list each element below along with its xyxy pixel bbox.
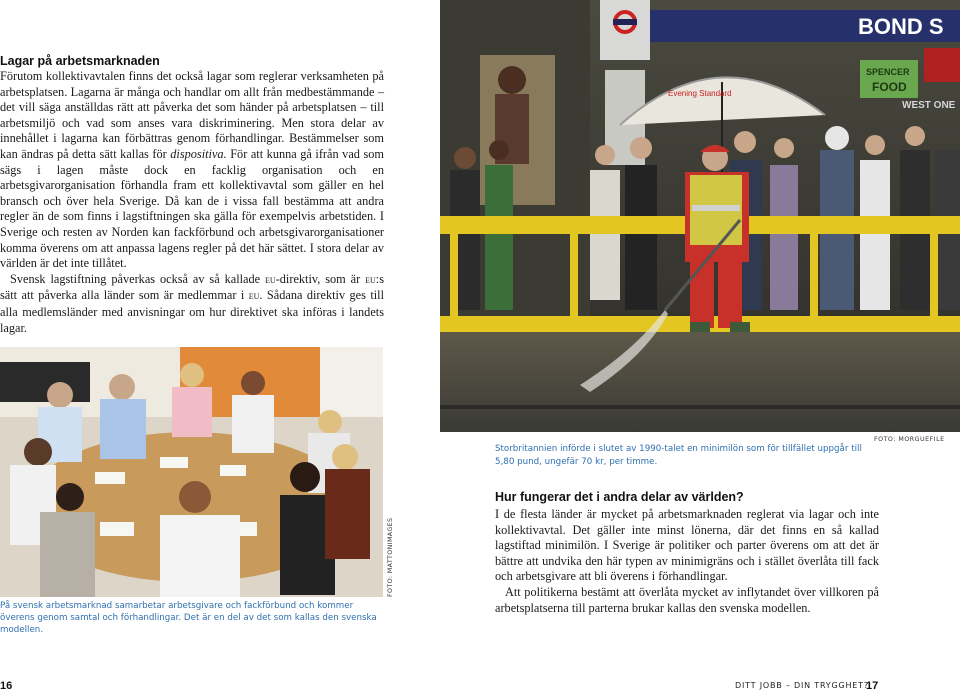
abbreviation: eu: [265, 273, 276, 286]
meeting-photo-illustration: [0, 347, 383, 597]
paragraph-text: Förutom kollektivavtalen finns det också lagar som reglerar verksamheten på arbetsplatsen. Lagarna är många och handlar om allt från medbestämmande – det vill säga anställdas rätt att påverka det som händer på arbetsplatsen – till arbetsmiljö och vad som anses vara diskriminering. Men stora delar av innehållet i lagarna kan förbättras genom förhandlingar. Bestämmelser som kan ändras på detta sätt kallas för: [0, 69, 384, 161]
article-paragraph-2: Att politikerna bestämt att överlåta mycket av inflytandet över villkoren på arbetsplatserna till parterna brukar kallas den svenska modellen.: [495, 584, 879, 615]
article-labor-laws: [0, 53, 384, 336]
article-paragraph-1: I de flesta länder är mycket på arbetsmarknaden reglerat via lagar och inte kollektivavtal. Det gäller inte minst lönerna, där det finns en så kallad lagstiftad minimilön. I Sverige är politiker och parter överens om att det är bättre att undvika den här typen av minimigräns och i stället överlåta till fack och arbetsgivare att bli överens i förhandlingar.: [495, 507, 879, 584]
street-sign-text: BOND S: [858, 14, 944, 39]
shop-sign-spencer: SPENCER: [866, 67, 910, 77]
article-heading: Lagar på arbetsmarknaden: [0, 54, 160, 68]
article-paragraph-1: [0, 69, 384, 272]
shop-sign-food: FOOD: [872, 80, 907, 94]
abbreviation: eu: [248, 290, 260, 303]
article-other-countries: [495, 489, 879, 616]
photo-meeting: [0, 347, 383, 597]
photo-street-cleaner: [440, 0, 960, 432]
photo-credit-meeting: FOTO: MATTONIMAGES: [387, 517, 394, 597]
paragraph-text: . Sådana direktiv ges till alla medlemsländer med anvisningar om hur direktivet ska införas i landets lagar.: [0, 288, 384, 335]
emphasized-term: dispositiva.: [170, 146, 227, 161]
shop-sign-westone: WEST ONE: [902, 100, 956, 111]
photo-caption-street: Storbritannien införde i slutet av 1990-talet en minimilön som för tillfället uppgår till 5,80 pund, ungefär 70 kr, per timme.: [495, 444, 862, 467]
street-photo-illustration: [440, 0, 960, 432]
article-heading: Hur fungerar det i andra delar av världen?: [495, 490, 744, 504]
paragraph-text: -direktiv, som är: [275, 271, 366, 286]
running-footer-title: DITT JOBB – DIN TRYGGHET?: [735, 681, 869, 690]
paragraph-text: :s sätt att påverka alla länder som är medlemmar i: [0, 271, 384, 303]
paragraph-text: För att kunna gå ifrån vad som sägs i lagen måste dock en facklig organisation och en arbetsgivarorganisation förhandla fram ett kollektivavtal som gäller en hel bransch och över hela Sverige. Då kan de i vissa fall bestämma att andra regler än de som finns i lagstiftningen ska gälla för exempelvis arbetstiden. I Sverige och resten av Norden kan fackförbund och arbetsgivarorganisationer komma överens om att anpassa lagens regler på det här sättet. I stora delar av världen är det inte tillåtet.: [0, 146, 384, 271]
umbrella-text: Evening Standard: [668, 89, 732, 98]
abbreviation: eu: [365, 273, 376, 286]
page-number-left: 16: [0, 680, 13, 692]
page-number-right: 17: [866, 680, 879, 692]
photo-caption-meeting: På svensk arbetsmarknad samarbetar arbetsgivare och fackförbund och kommer överens genom samtal och förhandlingar. Det är en del av det som kallas den svenska modellen.: [0, 601, 377, 635]
article-paragraph-2: [0, 272, 384, 336]
paragraph-text: Svensk lagstiftning påverkas också av så kallade: [10, 271, 266, 286]
photo-credit-street: FOTO: MORGUEFILE: [874, 436, 945, 443]
